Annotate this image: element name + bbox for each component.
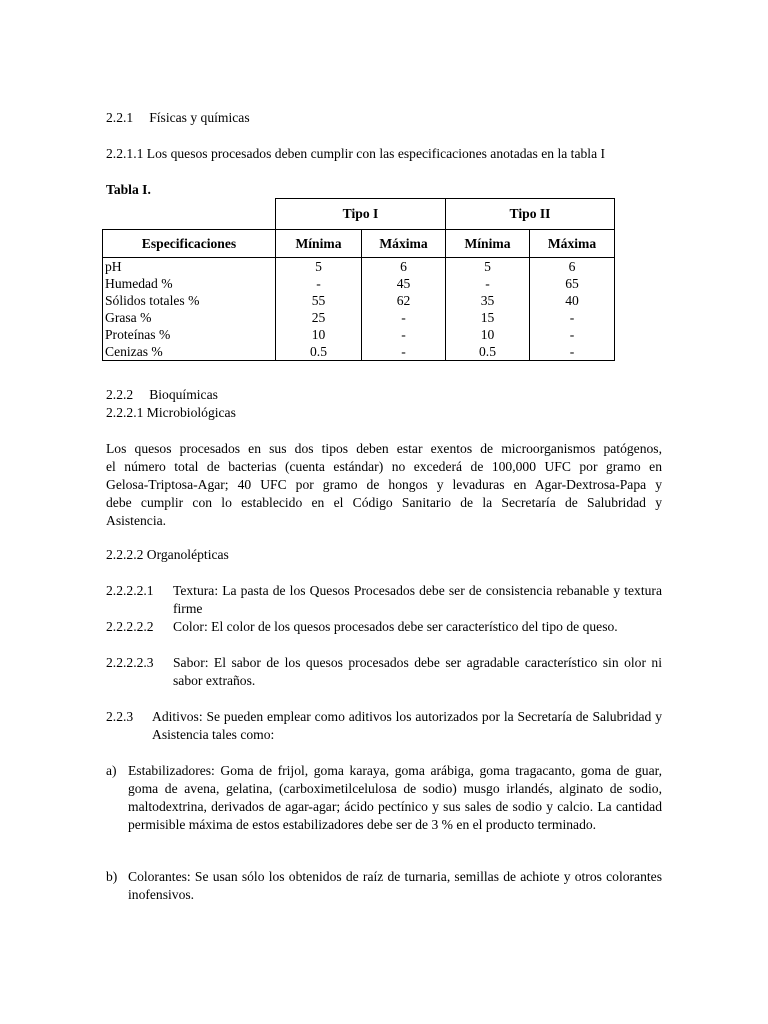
additive-item-b: [106, 868, 662, 904]
table-cell: 25: [276, 309, 362, 326]
table-cell: -: [362, 309, 446, 326]
table-cell: 6: [362, 258, 446, 276]
table-cell: 10: [276, 326, 362, 343]
item-text: Color: El color de los quesos procesados debe ser característico del tipo de queso.: [173, 619, 618, 634]
table-cell: 0.5: [446, 343, 530, 361]
item-number: 2.2.2.2.3: [106, 655, 154, 670]
specifications-table: [102, 198, 615, 361]
table-cell: 0.5: [276, 343, 362, 361]
item-text: Sabor: El sabor de los quesos procesados debe ser agradable característico sin olor ni sabor extraños.: [173, 655, 662, 688]
group-header-tipo-ii: Tipo II: [446, 199, 615, 230]
table-row: [103, 309, 615, 326]
organoleptic-item: [106, 618, 662, 636]
item-number: 2.2.2.2.1: [106, 583, 154, 598]
table-cell: 15: [446, 309, 530, 326]
table-cell: 5: [446, 258, 530, 276]
section-title: Físicas y químicas: [149, 110, 250, 125]
table-cell: -: [446, 275, 530, 292]
section-2-2-1-heading: [106, 109, 250, 127]
table-cell: Sólidos totales %: [103, 292, 276, 309]
table-group-header-row: [103, 199, 615, 230]
item-text: Estabilizadores: Goma de frijol, goma karaya, goma arábiga, goma tragacanto, goma de guar, goma de avena, gelatina, (carboximetilcelulosa de sodio) musgo irlandés, alginato de sodio, maltodextrina, derivados de agar-agar; ácido pectínico y sus sales de sodio y calcio. La cantidad permisible máxima de estos estabilizadores debe ser de 3 % en el producto terminado.: [128, 763, 662, 832]
table-title: Tabla I.: [106, 182, 151, 197]
list-marker: a): [106, 763, 117, 778]
section-2-2-3: [106, 708, 662, 744]
section-text: Aditivos: Se pueden emplear como aditivos los autorizados por la Secretaría de Salubridad y Asistencia tales como:: [152, 709, 662, 742]
table-cell: 10: [446, 326, 530, 343]
table-cell: 40: [530, 292, 615, 309]
column-header: Máxima: [530, 230, 615, 258]
table-cell: 5: [276, 258, 362, 276]
table-cell: -: [530, 326, 615, 343]
column-header: Especificaciones: [103, 230, 276, 258]
column-header: Mínima: [276, 230, 362, 258]
table-cell: -: [362, 326, 446, 343]
table-cell: -: [530, 309, 615, 326]
item-text: Textura: La pasta de los Quesos Procesados debe ser de consistencia rebanable y textura firme: [173, 583, 662, 616]
list-marker: b): [106, 869, 118, 884]
table-cell: Grasa %: [103, 309, 276, 326]
table-cell: 65: [530, 275, 615, 292]
section-title: Bioquímicas: [149, 387, 218, 402]
paragraph-line: Gelosa-Triptosa-Agar; 40 UFC por gramo de hongos y levaduras en Agar-Dextrosa-Papa y: [106, 477, 662, 492]
column-header: Máxima: [362, 230, 446, 258]
organoleptic-item: [106, 582, 662, 618]
section-number: 2.2.1: [106, 110, 134, 125]
table-row: [103, 292, 615, 309]
group-header-tipo-i: Tipo I: [276, 199, 446, 230]
intro-2-2-1-1: 2.2.1.1 Los quesos procesados deben cumplir con las especificaciones anotadas en la tabla I: [106, 146, 606, 161]
table-row: [103, 343, 615, 361]
table-cell: 45: [362, 275, 446, 292]
table-cell: Cenizas %: [103, 343, 276, 361]
table-cell: 6: [530, 258, 615, 276]
table-cell: 55: [276, 292, 362, 309]
section-2-2-2-2-heading: 2.2.2.2 Organolépticas: [106, 547, 229, 562]
section-number: 2.2.3: [106, 709, 134, 724]
table-cell: Proteínas %: [103, 326, 276, 343]
item-text: Colorantes: Se usan sólo los obtenidos de raíz de turnaria, semillas de achiote y otros colorantes inofensivos.: [128, 869, 662, 902]
table-cell: -: [362, 343, 446, 361]
table-row: [103, 258, 615, 276]
organoleptic-item: [106, 654, 662, 690]
table-cell: -: [276, 275, 362, 292]
table-cell: Humedad %: [103, 275, 276, 292]
column-header: Mínima: [446, 230, 530, 258]
table-cell: 35: [446, 292, 530, 309]
paragraph-line: el número total de bacterias (cuenta estándar) no excederá de 100,000 UFC por gramo en: [106, 459, 662, 474]
section-2-2-2-1-heading: 2.2.2.1 Microbiológicas: [106, 405, 236, 420]
paragraph-line: Los quesos procesados en sus dos tipos deben estar exentos de microorganismos patógenos,: [106, 441, 662, 456]
table-row: [103, 275, 615, 292]
table-header-blank: [103, 199, 276, 230]
paragraph-line: debe cumplir con lo establecido en el Código Sanitario de la Secretaría de Salubridad y: [106, 495, 662, 510]
paragraph-line: Asistencia.: [106, 513, 167, 528]
additive-item-a: [106, 762, 662, 834]
section-number: 2.2.2: [106, 387, 134, 402]
table-column-header-row: [103, 230, 615, 258]
table-cell: 62: [362, 292, 446, 309]
section-2-2-2-heading: [106, 386, 218, 404]
table-row: [103, 326, 615, 343]
table-cell: -: [530, 343, 615, 361]
microbiology-paragraph: [106, 440, 662, 530]
table-cell: pH: [103, 258, 276, 276]
item-number: 2.2.2.2.2: [106, 619, 154, 634]
